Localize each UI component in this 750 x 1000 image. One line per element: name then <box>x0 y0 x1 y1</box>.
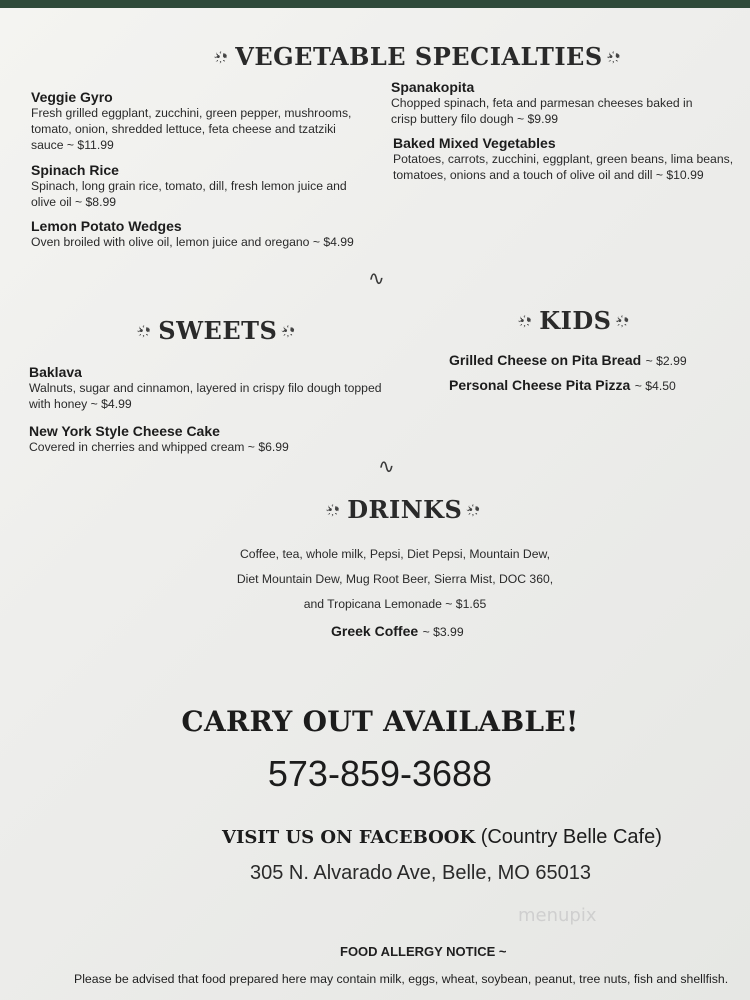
vegetable-heading <box>210 42 628 71</box>
item-name: Spinach Rice <box>31 162 119 178</box>
item-description: Chopped spinach, feta and parmesan cheeses baked in crisp buttery filo dough ~ $9.99 <box>391 96 693 126</box>
drink-item-greek-coffee <box>331 623 464 641</box>
ornament-right-icon: •҉• <box>617 313 631 329</box>
drinks-heading <box>322 495 488 524</box>
item-name: Grilled Cheese on Pita Bread <box>449 352 642 368</box>
item-name: Personal Cheese Pita Pizza <box>449 377 631 393</box>
item-description: Walnuts, sugar and cinnamon, layered in crispy filo dough topped with honey ~ $4.99 <box>29 381 382 411</box>
phone-number[interactable]: 573-859-3688 <box>267 753 493 794</box>
item-description: Potatoes, carrots, zucchini, eggplant, green beans, lima beans, tomatoes, onions and a touch of olive oil and dill ~ $10.99 <box>393 152 734 182</box>
sweets-title: SWEETS <box>158 316 278 345</box>
drinks-line: Diet Mountain Dew, Mug Root Beer, Sierra Mist, DOC 360, <box>236 572 554 586</box>
facebook-label: VISIT US ON FACEBOOK <box>222 827 476 848</box>
item-price: ~ $4.50 <box>634 379 676 393</box>
ornament-left-icon: •҉• <box>139 323 153 339</box>
menu-item-veggie-gyro <box>31 89 371 153</box>
kids-heading <box>514 306 637 335</box>
item-description: Spinach, long grain rice, tomato, dill, fresh lemon juice and olive oil ~ $8.99 <box>31 179 347 209</box>
item-name: Lemon Potato Wedges <box>31 218 182 234</box>
ornament-left-icon: •҉• <box>520 313 534 329</box>
drinks-line: and Tropicana Lemonade ~ $1.65 <box>303 597 487 611</box>
kids-item-pita-pizza <box>449 377 676 395</box>
facebook-page-name: (Country Belle Cafe) <box>480 826 662 848</box>
item-name: Baked Mixed Vegetables <box>393 135 556 151</box>
facebook-line <box>222 826 662 849</box>
allergy-title: FOOD ALLERGY NOTICE ~ <box>340 944 507 959</box>
menu-item-baked-mixed-vegetables <box>393 135 738 183</box>
ornament-right-icon: •҉• <box>608 49 622 65</box>
kids-item-grilled-cheese <box>449 352 687 370</box>
kids-title: KIDS <box>539 306 612 335</box>
item-name: Greek Coffee <box>331 623 419 639</box>
menu-item-lemon-potato-wedges <box>31 218 376 250</box>
swirl-divider-icon: ∿ <box>368 266 385 290</box>
drinks-title: DRINKS <box>347 495 463 524</box>
menu-item-spinach-rice <box>31 162 351 210</box>
item-price: ~ $3.99 <box>422 625 464 639</box>
allergy-notice: Please be advised that food prepared here may contain milk, eggs, wheat, soybean, peanut, tree nuts, fish and shellfish. <box>74 972 729 986</box>
ornament-left-icon: •҉• <box>328 502 342 518</box>
swirl-divider-icon: ∿ <box>378 454 395 478</box>
item-description: Covered in cherries and whipped cream ~ $6.99 <box>29 440 289 454</box>
item-name: New York Style Cheese Cake <box>29 423 220 439</box>
drinks-list <box>195 542 595 617</box>
carry-out-banner: CARRY OUT AVAILABLE! <box>181 705 579 738</box>
ornament-right-icon: •҉• <box>283 323 297 339</box>
item-name: Veggie Gyro <box>31 89 113 105</box>
menu-item-baklava <box>29 364 399 412</box>
sweets-heading <box>133 316 303 345</box>
item-price: ~ $2.99 <box>645 354 687 368</box>
menu-item-cheese-cake <box>29 423 399 455</box>
item-name: Baklava <box>29 364 82 380</box>
menu-item-spanakopita <box>391 79 711 127</box>
item-description: Oven broiled with olive oil, lemon juice and oregano ~ $4.99 <box>31 235 354 249</box>
ornament-left-icon: •҉• <box>216 49 230 65</box>
watermark: menupix <box>518 905 597 926</box>
ornament-right-icon: •҉• <box>468 502 482 518</box>
address: 305 N. Alvarado Ave, Belle, MO 65013 <box>250 862 591 884</box>
item-name: Spanakopita <box>391 79 475 95</box>
item-description: Fresh grilled eggplant, zucchini, green pepper, mushrooms, tomato, onion, shredded lettuce, feta cheese and tzatziki sauce ~ $11.99 <box>31 106 352 152</box>
drinks-line: Coffee, tea, whole milk, Pepsi, Diet Pepsi, Mountain Dew, <box>239 547 551 561</box>
vegetable-title: VEGETABLE SPECIALTIES <box>235 42 603 71</box>
